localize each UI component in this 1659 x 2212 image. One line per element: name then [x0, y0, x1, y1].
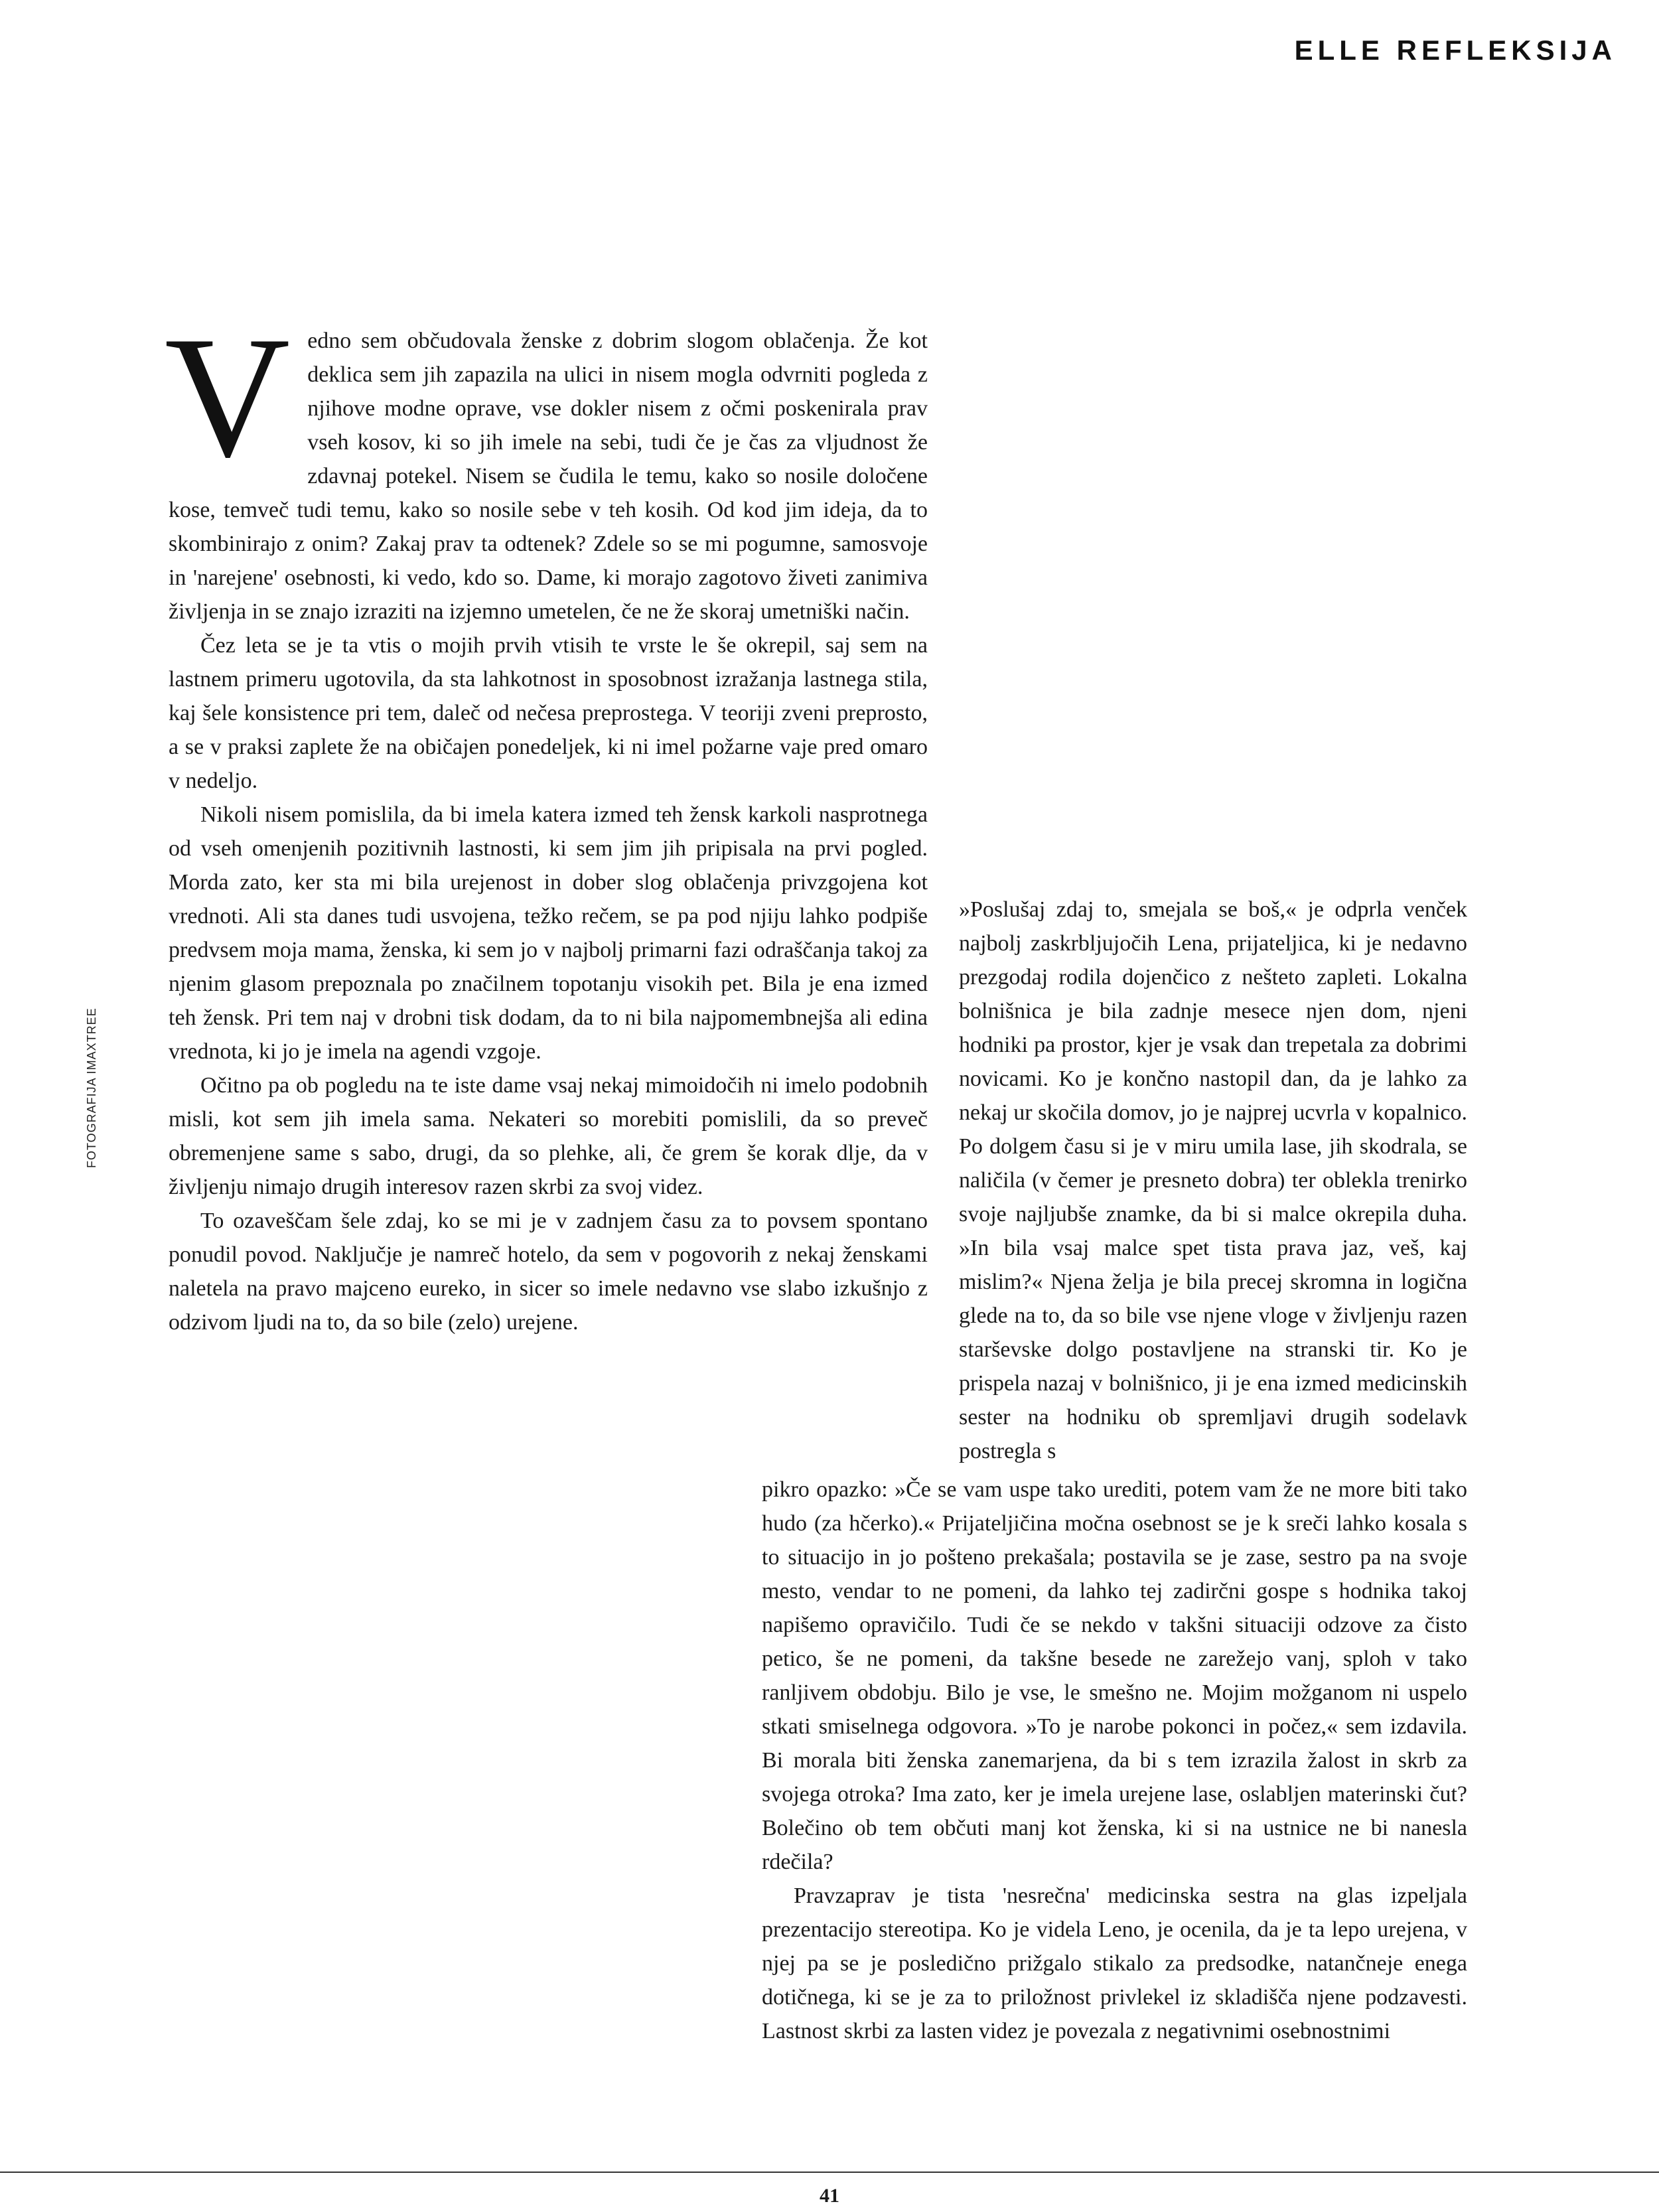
- footer-divider: [0, 2172, 1659, 2173]
- article-paragraph: Čez leta se je ta vtis o mojih prvih vtisih te vrste le še okrepil, saj sem na lastnem primeru ugotovila, da sta lahkotnost in sposobnost izražanja lastnega stila, kaj šele konsistence pri tem, daleč od nečesa preprostega. V teoriji zveni preprosto, a se v praksi zaplete že na običajen ponedeljek, ki ni imel požarne vaje pred omaro v nedeljo.: [169, 633, 928, 793]
- article-paragraph: Nikoli nisem pomislila, da bi imela katera izmed teh žensk karkoli nasprotnega od vseh omenjenih pozitivnih lastnosti, ki sem jim jih pripisala na prvi pogled. Morda zato, ker sta mi bila urejenost in dober slog oblačenja privzgojena kot vrednoti. Ali sta danes tudi usvojena, težko rečem, se pa pod njiju lahko podpiše predvsem moja mama, ženska, ki sem jo v najbolj primarni fazi odraščanja takoj za njenim glasom prepoznala po značilnem topotanju visokih pet. Bila je ena izmed teh žensk. Pri tem naj v drobni tisk dodam, da to ni bila najpomembnejša ali edina vrednota, ki jo je imela na agendi vzgoje.: [169, 802, 928, 1064]
- article-left-column: [165, 301, 928, 1339]
- photo-credit: FOTOGRAFIJA IMAXTREE: [85, 1007, 98, 1168]
- article-bottom-column: [762, 1473, 1467, 2048]
- page-number: 41: [820, 2185, 839, 2207]
- article-paragraph: Očitno pa ob pogledu na te iste dame vsaj nekaj mimoidočih ni imelo podobnih misli, kot sem jih imela sama. Nekateri so morebiti pomislili, da so preveč obremenjene same s sabo, drugi, da so plehke, ali, če grem še korak dlje, da v življenju nimajo drugih interesov razen skrbi za svoj videz.: [169, 1073, 928, 1199]
- article-paragraph: Pravzaprav je tista 'nesrečna' medicinska sestra na glas izpeljala prezentacijo stereotipa. Ko je videla Leno, je ocenila, da je ta lepo urejena, v njej pa se je posledično prižgalo stikalo za predsodke, natančneje enega dotičnega, ki se je za to priložnost privlekel iz skladišča njene podzavesti. Lastnost skrbi za lasten videz je povezala z negativnimi osebnostnimi: [762, 1883, 1467, 2043]
- article-paragraph: To ozaveščam šele zdaj, ko se mi je v zadnjem času za to povsem spontano ponudil povod. Naključje je namreč hotelo, da sem v pogovorih z nekaj ženskami naletela na pravo majceno eureko, in sicer so imele nedavno vse slabo izkušnjo z odzivom ljudi na to, da so bile (zelo) urejene.: [169, 1209, 928, 1335]
- intro-text: edno sem občudovala ženske z dobrim slogom oblačenja. Že kot deklica sem jih zapazila na ulici in nisem mogla odvrniti pogleda z njihove modne oprave, vse dokler nisem z očmi poskenirala prav vseh kosov, ki so jih imele na sebi, tudi če je čas za vljudnost že zdavnaj potekel. Nisem se čudila le temu, kako so nosile določene kose, temveč tudi temu, kako so nosile sebe v teh kosih. Od kod jim ideja, da to skombinirajo z onim? Zakaj prav ta odtenek? Zdele so se mi pogumne, samosvoje in 'narejene' osebnosti, ki vedo, kdo so. Dame, ki morajo zagotovo živeti zanimiva življenja in se znajo izraziti na izjemno umetelen, če ne že skoraj umetniški način.: [169, 329, 928, 624]
- drop-cap: V: [165, 301, 291, 493]
- article-paragraph: »Poslušaj zdaj to, smejala se boš,« je odprla venček najbolj zaskrbljujočih Lena, prijateljica, ki je nedavno prezgodaj rodila dojenčico z nešteto zapleti. Lokalna bolnišnica je bila zadnje mesece njen dom, njeni hodniki pa prostor, kjer je vsak dan trepetala za dobrimi novicami. Ko je končno nastopil dan, da je lahko za nekaj ur skočila domov, jo je najprej ucvrla v kopalnico. Po dolgem času si je v miru umila lase, jih skodrala, se naličila (v čemer je presneto dobra) ter oblekla trenirko svoje najljubše znamke, da bi si malce okrepila duha. »In bila vsaj malce spet tista prava jaz, veš, kaj mislim?« Njena želja je bila precej skromna in logična glede na to, da so bile vse njene vloge v življenju razen starševske dolgo postavljene na stranski tir. Ko je prispela nazaj v bolnišnico, ji je ena izmed medicinskih sester na hodniku ob spremljavi drugih sodelavk postregla s: [959, 897, 1467, 1463]
- article-right-column: [959, 893, 1467, 1468]
- article-intro-paragraph: [165, 301, 928, 628]
- section-label: ELLE REFLEKSIJA: [1294, 35, 1617, 66]
- article-paragraph-continuation: pikro opazko: »Če se vam uspe tako urediti, potem vam že ne more biti tako hudo (za hčerko).« Prijateljičina močna osebnost se je k sreči lahko kosala s to situacijo in jo pošteno prekašala; postavila se je zase, sestro pa na svoje mesto, vendar to ne pomeni, da lahko tej zadirčni gospe s hodnika takoj napišemo opravičilo. Tudi če se nekdo v takšni situaciji odzove za čisto petico, še ne pomeni, da takšne besede ne zarežejo vanj, sploh v tako ranljivem obdobju. Bilo je vse, le smešno ne. Mojim možganom ni uspelo stkati smiselnega odgovora. »To je narobe pokonci in počez,« sem izdavila. Bi morala biti ženska zanemarjena, da bi s tem izrazila žalost in skrb za svojega otroka? Ima zato, ker je imela urejene lase, oslabljen materinski čut? Bolečino ob tem občuti manj kot ženska, ki si na ustnice ne bi nanesla rdečila?: [762, 1477, 1467, 1874]
